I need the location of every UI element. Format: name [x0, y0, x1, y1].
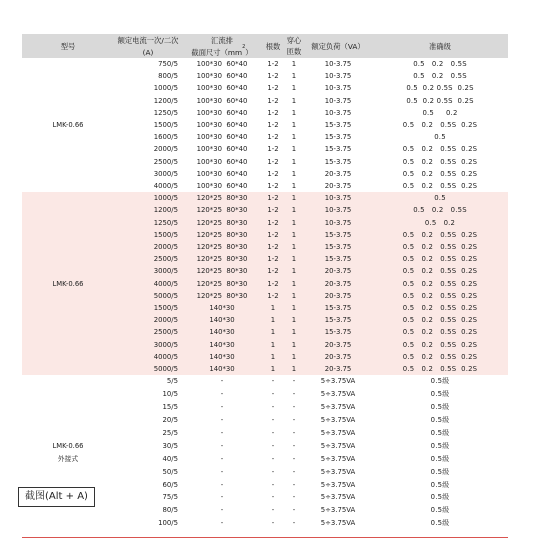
busbar-cell: 140*30 — [182, 339, 262, 351]
busbar-cell: - — [220, 416, 224, 424]
ratio-cell: 4000/5 — [153, 182, 178, 191]
core-turns-cell: 1 — [291, 169, 297, 178]
core-turns-cell: 1 — [291, 96, 297, 105]
accuracy-cell: 0.5 0.2 — [422, 108, 458, 117]
turns-cell: 1-2 — [267, 182, 279, 191]
turns-cell: 1-2 — [262, 241, 284, 253]
model-label: LMK-0.66 — [52, 441, 84, 450]
turns-cell: - — [271, 428, 275, 437]
load-cell: 20-3.75 — [324, 169, 352, 178]
ratio-cell: 10/5 — [162, 390, 178, 399]
core-turns-cell: - — [292, 416, 296, 424]
accuracy-cell: 0.5 0.2 0.5S 0.2S — [402, 169, 478, 178]
load-cell: 15-3.75 — [304, 314, 372, 326]
load-cell: 20-3.75 — [304, 265, 372, 277]
ratio-cell: 4000/5 — [114, 278, 182, 290]
load-cell: 15-3.75 — [324, 145, 352, 154]
ratio-cell: 5/5 — [166, 377, 178, 386]
header-rated-load: 额定负荷（VA） — [304, 34, 372, 58]
load-cell: 10-3.75 — [324, 108, 352, 117]
busbar-cell: 100*30 60*40 — [196, 145, 248, 154]
core-turns-cell: 1 — [291, 157, 297, 166]
ratio-cell: 60/5 — [162, 480, 178, 489]
accuracy-cell: 0.5 0.2 0.5S 0.2S — [372, 229, 508, 241]
busbar-cell: 100*30 60*40 — [196, 72, 248, 81]
table-row — [22, 375, 508, 388]
core-turns-cell: 1 — [284, 265, 304, 277]
load-cell: 5÷3.75VA — [320, 493, 356, 502]
group-internal-120x25-140x30 — [22, 192, 508, 375]
load-cell: 5÷3.75VA — [320, 390, 356, 399]
busbar-cell: 100*30 60*40 — [196, 133, 248, 142]
busbar-cell: 140*30 — [182, 326, 262, 338]
core-turns-cell: 1 — [291, 182, 297, 191]
ratio-cell: 1500/5 — [153, 121, 178, 130]
ratio-cell: 1250/5 — [153, 108, 178, 117]
accuracy-cell: 0.5级 — [430, 480, 450, 489]
table-row — [22, 58, 508, 70]
load-cell: 15-3.75 — [324, 157, 352, 166]
ratio-cell: 40/5 — [162, 454, 178, 463]
accuracy-cell: 0.5 0.2 0.5S 0.2S — [372, 339, 508, 351]
turns-cell: - — [271, 416, 275, 424]
core-turns-cell: 1 — [284, 241, 304, 253]
turns-cell: 1-2 — [267, 84, 279, 93]
accuracy-cell: 0.5 0.2 0.5S 0.2S — [372, 253, 508, 265]
turns-cell: 1 — [262, 351, 284, 363]
turns-cell: 1 — [262, 339, 284, 351]
header-rated-current-unit: (A) — [114, 46, 182, 58]
ratio-cell: 75/5 — [162, 493, 178, 502]
ratio-cell: 50/5 — [162, 467, 178, 476]
ratio-cell: 20/5 — [162, 416, 178, 424]
busbar-cell: 100*30 60*40 — [196, 157, 248, 166]
load-cell: 5÷3.75VA — [320, 441, 356, 450]
turns-cell: 1-2 — [262, 290, 284, 302]
load-cell: 20-3.75 — [304, 290, 372, 302]
accuracy-cell: 0.5级 — [430, 493, 450, 502]
load-cell: 10-3.75 — [324, 84, 352, 93]
load-cell: 15-3.75 — [324, 121, 352, 130]
accuracy-cell: 0.5 0.2 0.5S 0.2S — [402, 145, 478, 154]
accuracy-cell: 0.5 0.2 — [372, 217, 508, 229]
table-header — [22, 34, 508, 58]
busbar-cell: - — [220, 441, 224, 450]
turns-cell: 1 — [262, 314, 284, 326]
load-cell: 5÷3.75VA — [320, 377, 356, 386]
busbar-cell: - — [220, 467, 224, 476]
header-through-core — [284, 34, 304, 58]
core-turns-cell: - — [292, 480, 296, 489]
core-turns-cell: - — [292, 390, 296, 399]
busbar-cell: - — [220, 390, 224, 399]
busbar-cell: 140*30 — [182, 351, 262, 363]
load-cell: 5÷3.75VA — [320, 506, 356, 515]
ratio-cell: 25/5 — [162, 428, 178, 437]
accuracy-cell: 0.5 0.2 0.5S 0.2S — [372, 278, 508, 290]
accuracy-cell: 0.5 0.2 0.5S — [372, 204, 508, 216]
accuracy-cell: 0.5 0.2 0.5S 0.2S — [402, 182, 478, 191]
load-cell: 15-3.75 — [304, 229, 372, 241]
ratio-cell: 800/5 — [158, 72, 178, 81]
turns-cell: 1-2 — [267, 145, 279, 154]
load-cell: 15-3.75 — [304, 302, 372, 314]
ratio-cell: 5000/5 — [114, 290, 182, 302]
header-model: 型号 — [22, 34, 114, 58]
core-turns-cell: 1 — [284, 290, 304, 302]
accuracy-cell: 0.5 0.2 0.5S 0.2S — [372, 326, 508, 338]
accuracy-cell: 0.5级 — [430, 506, 450, 515]
core-turns-cell: - — [292, 428, 296, 437]
turns-cell: 1-2 — [267, 121, 279, 130]
group-internal-100x30 — [22, 58, 508, 192]
accuracy-cell: 0.5 0.2 0.5S 0.2S — [372, 265, 508, 277]
load-cell: 10-3.75 — [304, 204, 372, 216]
ratio-cell: 2000/5 — [114, 241, 182, 253]
accuracy-cell: 0.5级 — [430, 467, 450, 476]
header-turns: 根数 — [262, 34, 284, 58]
accuracy-cell: 0.5 0.2 0.5S — [413, 72, 467, 81]
turns-cell: - — [271, 390, 275, 399]
model-cell — [22, 192, 114, 375]
busbar-cell: 140*30 — [182, 363, 262, 375]
busbar-cell: 120*25 80*30 — [182, 278, 262, 290]
accuracy-cell: 0.5 0.2 0.5S 0.2S — [406, 84, 474, 93]
load-cell: 5÷3.75VA — [320, 467, 356, 476]
accuracy-cell: 0.5 0.2 0.5S 0.2S — [372, 351, 508, 363]
ratio-cell: 80/5 — [162, 506, 178, 515]
core-turns-cell: 1 — [284, 302, 304, 314]
ratio-cell: 3000/5 — [114, 265, 182, 277]
ratio-cell: 3000/5 — [153, 169, 178, 178]
core-turns-cell: - — [292, 403, 296, 412]
accuracy-cell: 0.5 0.2 0.5S 0.2S — [372, 314, 508, 326]
turns-cell: - — [271, 506, 275, 515]
turns-cell: 1-2 — [262, 204, 284, 216]
header-accuracy: 准确级 — [372, 34, 508, 58]
turns-cell: 1-2 — [262, 217, 284, 229]
busbar-cell: 140*30 — [182, 314, 262, 326]
load-cell: 20-3.75 — [304, 351, 372, 363]
busbar-cell: - — [220, 506, 224, 515]
turns-cell: 1-2 — [267, 133, 279, 142]
turns-cell: 1-2 — [267, 72, 279, 81]
spec-table — [22, 34, 508, 530]
busbar-cell: - — [220, 519, 224, 528]
accuracy-cell: 0.5级 — [430, 428, 450, 437]
busbar-cell: - — [220, 454, 224, 463]
ratio-cell: 1250/5 — [114, 217, 182, 229]
core-turns-cell: - — [292, 441, 296, 450]
turns-cell: 1-2 — [267, 96, 279, 105]
load-cell: 15-3.75 — [304, 253, 372, 265]
model-cell — [22, 58, 114, 192]
ratio-cell: 2500/5 — [114, 326, 182, 338]
header-busbar-section-sup: 2 — [242, 43, 246, 50]
core-turns-cell: 1 — [291, 121, 297, 130]
turns-cell: 1-2 — [267, 60, 279, 68]
core-turns-cell: 1 — [284, 253, 304, 265]
turns-cell: 1-2 — [262, 192, 284, 204]
busbar-cell: 100*30 60*40 — [196, 96, 248, 105]
table-row — [22, 192, 508, 204]
core-turns-cell: - — [292, 454, 296, 463]
accuracy-cell: 0.5 0.2 0.5S 0.2S — [372, 302, 508, 314]
core-turns-cell: - — [292, 519, 296, 528]
load-cell: 10-3.75 — [304, 217, 372, 229]
accuracy-cell: 0.5 — [434, 133, 446, 142]
header-through-core-line1: 穿心 — [286, 36, 302, 45]
turns-cell: - — [271, 377, 275, 386]
accuracy-cell: 0.5级 — [430, 390, 450, 399]
busbar-cell: 100*30 60*40 — [196, 84, 248, 93]
busbar-cell: - — [220, 403, 224, 412]
core-turns-cell: 1 — [284, 229, 304, 241]
ratio-cell: 1500/5 — [114, 302, 182, 314]
accuracy-cell: 0.5级 — [430, 454, 450, 463]
load-cell: 10-3.75 — [324, 96, 352, 105]
accuracy-cell: 0.5 0.2 0.5S 0.2S — [402, 121, 478, 130]
accuracy-cell: 0.5 — [372, 192, 508, 204]
core-turns-cell: 1 — [284, 217, 304, 229]
accuracy-cell: 0.5 0.2 0.5S 0.2S — [406, 96, 474, 105]
spec-table-container — [22, 34, 508, 530]
turns-cell: 1-2 — [267, 157, 279, 166]
turns-cell: 1 — [262, 363, 284, 375]
busbar-cell: 100*30 60*40 — [196, 169, 248, 178]
ratio-cell: 1200/5 — [153, 96, 178, 105]
turns-cell: 1-2 — [262, 229, 284, 241]
ratio-cell: 2000/5 — [153, 145, 178, 154]
busbar-cell: 120*25 80*30 — [182, 253, 262, 265]
ratio-cell: 30/5 — [162, 441, 178, 450]
load-cell: 20-3.75 — [324, 182, 352, 191]
turns-cell: - — [271, 441, 275, 450]
core-turns-cell: 1 — [291, 145, 297, 154]
core-turns-cell: 1 — [291, 60, 297, 68]
busbar-cell: 100*30 60*40 — [196, 60, 248, 68]
accuracy-cell: 0.5级 — [430, 519, 450, 528]
bottom-rule — [22, 537, 508, 538]
ratio-cell: 5000/5 — [114, 363, 182, 375]
turns-cell: 1-2 — [262, 265, 284, 277]
busbar-cell: 120*25 80*30 — [182, 204, 262, 216]
load-cell: 5÷3.75VA — [320, 428, 356, 437]
core-turns-cell: 1 — [284, 204, 304, 216]
turns-cell: - — [271, 467, 275, 476]
accuracy-cell: 0.5 0.2 0.5S 0.2S — [402, 157, 478, 166]
load-cell: 10-3.75 — [324, 72, 352, 81]
header-busbar-section — [182, 43, 262, 58]
turns-cell: - — [271, 493, 275, 502]
model-label: LMK-0.66 — [52, 121, 84, 130]
turns-cell: 1-2 — [262, 278, 284, 290]
turns-cell: 1-2 — [267, 169, 279, 178]
load-cell: 5÷3.75VA — [320, 480, 356, 489]
turns-cell: 1 — [262, 326, 284, 338]
load-cell: 20-3.75 — [304, 339, 372, 351]
turns-cell: - — [271, 454, 275, 463]
load-cell: 10-3.75 — [304, 192, 372, 204]
core-turns-cell: 1 — [291, 133, 297, 142]
load-cell: 5÷3.75VA — [320, 519, 356, 528]
load-cell: 5÷3.75VA — [320, 416, 356, 424]
screenshot-shortcut-badge[interactable]: 截图(Alt + A) — [18, 487, 95, 507]
header-busbar: 汇流排 — [182, 34, 262, 46]
ratio-cell: 100/5 — [158, 519, 178, 528]
core-turns-cell: 1 — [291, 84, 297, 93]
busbar-cell: - — [220, 493, 224, 502]
core-turns-cell: 1 — [284, 363, 304, 375]
ratio-cell: 1200/5 — [114, 204, 182, 216]
core-turns-cell: - — [292, 506, 296, 515]
busbar-cell: - — [220, 480, 224, 489]
busbar-cell: 100*30 60*40 — [196, 121, 248, 130]
accuracy-cell: 0.5级 — [430, 416, 450, 424]
ratio-cell: 1600/5 — [153, 133, 178, 142]
core-turns-cell: 1 — [284, 192, 304, 204]
busbar-cell: 120*25 80*30 — [182, 290, 262, 302]
load-cell: 10-3.75 — [324, 60, 352, 68]
ratio-cell: 3000/5 — [114, 339, 182, 351]
busbar-cell: 100*30 60*40 — [196, 108, 248, 117]
busbar-cell: 140*30 — [182, 302, 262, 314]
accuracy-cell: 0.5 0.2 0.5S — [413, 60, 467, 68]
core-turns-cell: 1 — [284, 326, 304, 338]
turns-cell: - — [271, 480, 275, 489]
core-turns-cell: 1 — [284, 314, 304, 326]
header-rated-current: 额定电流一次/二次 — [114, 34, 182, 46]
core-turns-cell: - — [292, 467, 296, 476]
core-turns-cell: 1 — [284, 278, 304, 290]
busbar-cell: - — [220, 377, 224, 386]
core-turns-cell: - — [292, 377, 296, 386]
core-turns-cell: 1 — [284, 339, 304, 351]
turns-cell: 1-2 — [267, 108, 279, 117]
busbar-cell: 100*30 60*40 — [196, 182, 248, 191]
load-cell: 15-3.75 — [304, 241, 372, 253]
ratio-cell: 2000/5 — [114, 314, 182, 326]
core-turns-cell: 1 — [284, 351, 304, 363]
busbar-cell: 120*25 80*30 — [182, 241, 262, 253]
ratio-cell: 1000/5 — [153, 84, 178, 93]
busbar-cell: - — [220, 428, 224, 437]
accuracy-cell: 0.5级 — [430, 403, 450, 412]
header-busbar-section-text: 截面尺寸（mm — [191, 47, 243, 57]
busbar-cell: 120*25 80*30 — [182, 217, 262, 229]
load-cell: 5÷3.75VA — [320, 403, 356, 412]
busbar-cell: 120*25 80*30 — [182, 192, 262, 204]
core-turns-cell: - — [292, 493, 296, 502]
core-turns-cell: 1 — [291, 72, 297, 81]
header-busbar-section-close: ） — [245, 47, 253, 57]
model-label: 外接式 — [57, 454, 79, 463]
core-turns-cell: 1 — [291, 108, 297, 117]
ratio-cell: 4000/5 — [114, 351, 182, 363]
turns-cell: 1-2 — [262, 253, 284, 265]
ratio-cell: 1000/5 — [114, 192, 182, 204]
ratio-cell: 1500/5 — [114, 229, 182, 241]
model-label: LMK-0.66 — [52, 279, 84, 288]
turns-cell: 1 — [262, 302, 284, 314]
ratio-cell: 2500/5 — [114, 253, 182, 265]
accuracy-cell: 0.5 0.2 0.5S 0.2S — [372, 290, 508, 302]
load-cell: 5÷3.75VA — [320, 454, 356, 463]
ratio-cell: 750/5 — [158, 60, 178, 68]
load-cell: 15-3.75 — [324, 133, 352, 142]
accuracy-cell: 0.5 0.2 0.5S 0.2S — [372, 363, 508, 375]
busbar-cell: 120*25 80*30 — [182, 229, 262, 241]
turns-cell: - — [271, 403, 275, 412]
accuracy-cell: 0.5级 — [430, 377, 450, 386]
load-cell: 15-3.75 — [304, 326, 372, 338]
turns-cell: - — [271, 519, 275, 528]
ratio-cell: 2500/5 — [153, 157, 178, 166]
busbar-cell: 120*25 80*30 — [182, 265, 262, 277]
header-through-core-line2: 匝数 — [286, 47, 302, 56]
accuracy-cell: 0.5 0.2 0.5S 0.2S — [372, 241, 508, 253]
ratio-cell: 15/5 — [162, 403, 178, 412]
load-cell: 20-3.75 — [304, 363, 372, 375]
load-cell: 20-3.75 — [304, 278, 372, 290]
accuracy-cell: 0.5级 — [430, 441, 450, 450]
